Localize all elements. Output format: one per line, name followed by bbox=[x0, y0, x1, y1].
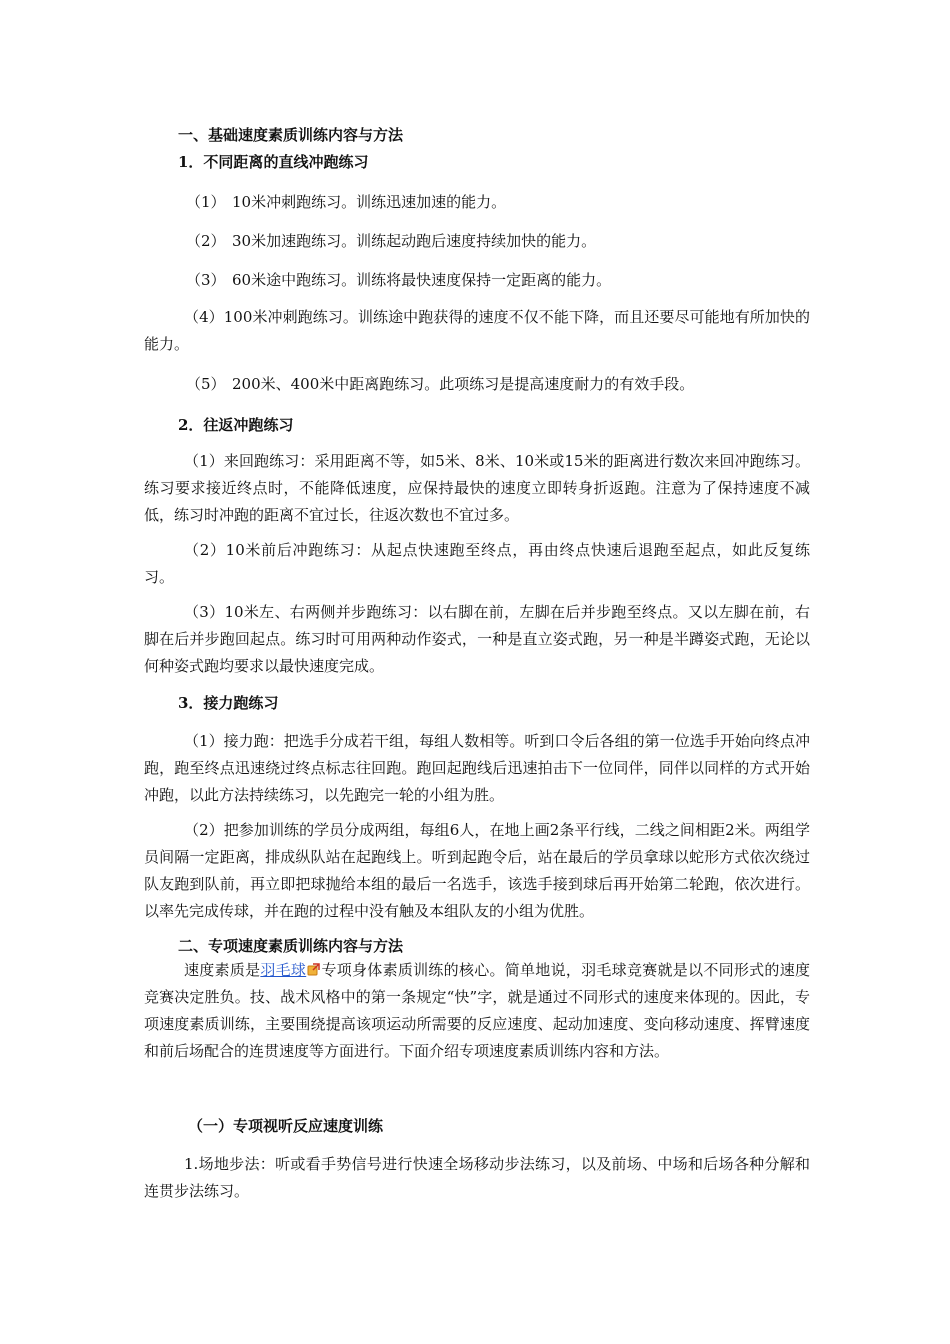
section1-title: 一、基础速度素质训练内容与方法 bbox=[178, 126, 404, 144]
external-link-icon[interactable] bbox=[307, 963, 320, 976]
list-item-wrapped bbox=[144, 304, 810, 358]
list-item bbox=[186, 372, 694, 396]
paragraph: 1.场地步法：听或看手势信号进行快速全场移动步法练习，以及前场、中场和后场各种分解和连贯步法练习。 bbox=[144, 1155, 810, 1200]
sub3-title: 3．接力跑练习 bbox=[178, 694, 279, 712]
sub2-title: 2．往返冲跑练习 bbox=[178, 416, 294, 434]
item-text: 30米加速跑练习。训练起动跑后速度持续加快的能力。 bbox=[232, 232, 597, 250]
item-number: （2） bbox=[186, 232, 226, 250]
list-item bbox=[186, 229, 596, 253]
list-item bbox=[186, 190, 506, 214]
paragraph: （3）10米左、右两侧并步跑练习：以右脚在前，左脚在后并步跑至终点。又以左脚在前，右脚在后并步跑回起点。练习时可用两种动作姿式，一种是直立姿式跑，另一种是半蹲姿式跑，无论以何种姿式跑均要求以最快速度完成。 bbox=[144, 603, 810, 675]
intro-text-after: 专项身体素质训练的核心。简单地说，羽毛球竞赛就是以不同形式的速度竞赛决定胜负。技、战术风格中的第一条规定“快”字，就是通过不同形式的速度来体现的。因此，专项速度素质训练，主要围绕提高该项运动所需要的反应速度、起动加速度、变向移动速度、挥臂速度和前后场配合的连贯速度等方面进行。下面介绍专项速度素质训练内容和方法。 bbox=[144, 961, 810, 1060]
badminton-link[interactable]: 羽毛球 bbox=[260, 961, 307, 979]
sub-title-visual-reaction: （一）专项视听反应速度训练 bbox=[188, 1117, 384, 1135]
item-number: （5） bbox=[186, 375, 226, 393]
item-number: （1） bbox=[186, 193, 226, 211]
item-number: （3） bbox=[186, 271, 226, 289]
paragraph: （2）10米前后冲跑练习：从起点快速跑至终点，再由终点快速后退跑至起点，如此反复练习。 bbox=[144, 541, 810, 586]
paragraph: （1）接力跑：把选手分成若干组，每组人数相等。听到口令后各组的第一位选手开始向终点冲跑，跑至终点迅速绕过终点标志往回跑。跑回起跑线后迅速拍击下一位同伴，同伴以同样的方式开始冲跑，以此方法持续练习，以先跑完一轮的小组为胜。 bbox=[144, 732, 810, 804]
paragraph: （2）把参加训练的学员分成两组，每组6人，在地上画2条平行线，二线之间相距2米。两组学员间隔一定距离，排成纵队站在起跑线上。听到起跑令后，站在最后的学员拿球以蛇形方式依次绕过队友跑到队前，再立即把球抛给本组的最后一名选手，该选手接到球后再开始第二轮跑，依次进行。以率先完成传球，并在跑的过程中没有触及本组队友的小组为优胜。 bbox=[144, 821, 810, 920]
intro-paragraph bbox=[144, 957, 810, 1065]
item-text: 60米途中跑练习。训练将最快速度保持一定距离的能力。 bbox=[232, 271, 612, 289]
sub1-title: 1．不同距离的直线冲跑练习 bbox=[178, 153, 369, 171]
section2-title: 二、专项速度素质训练内容与方法 bbox=[178, 937, 404, 955]
list-item bbox=[186, 268, 611, 292]
item-number: （4） bbox=[184, 308, 224, 326]
intro-text-before: 速度素质是 bbox=[184, 961, 261, 979]
item-text: 10米冲刺跑练习。训练迅速加速的能力。 bbox=[232, 193, 507, 211]
item-text: 100米冲刺跑练习。训练途中跑获得的速度不仅不能下降，而且还要尽可能地有所加快的能力。 bbox=[144, 308, 811, 353]
item-text: 200米、400米中距离跑练习。此项练习是提高速度耐力的有效手段。 bbox=[232, 375, 695, 393]
paragraph: （1）来回跑练习：采用距离不等，如5米、8米、10米或15米的距离进行数次来回冲跑练习。练习要求接近终点时，不能降低速度，应保持最快的速度立即转身折返跑。注意为了保持速度不减低，练习时冲跑的距离不宜过长，往返次数也不宜过多。 bbox=[144, 452, 810, 524]
